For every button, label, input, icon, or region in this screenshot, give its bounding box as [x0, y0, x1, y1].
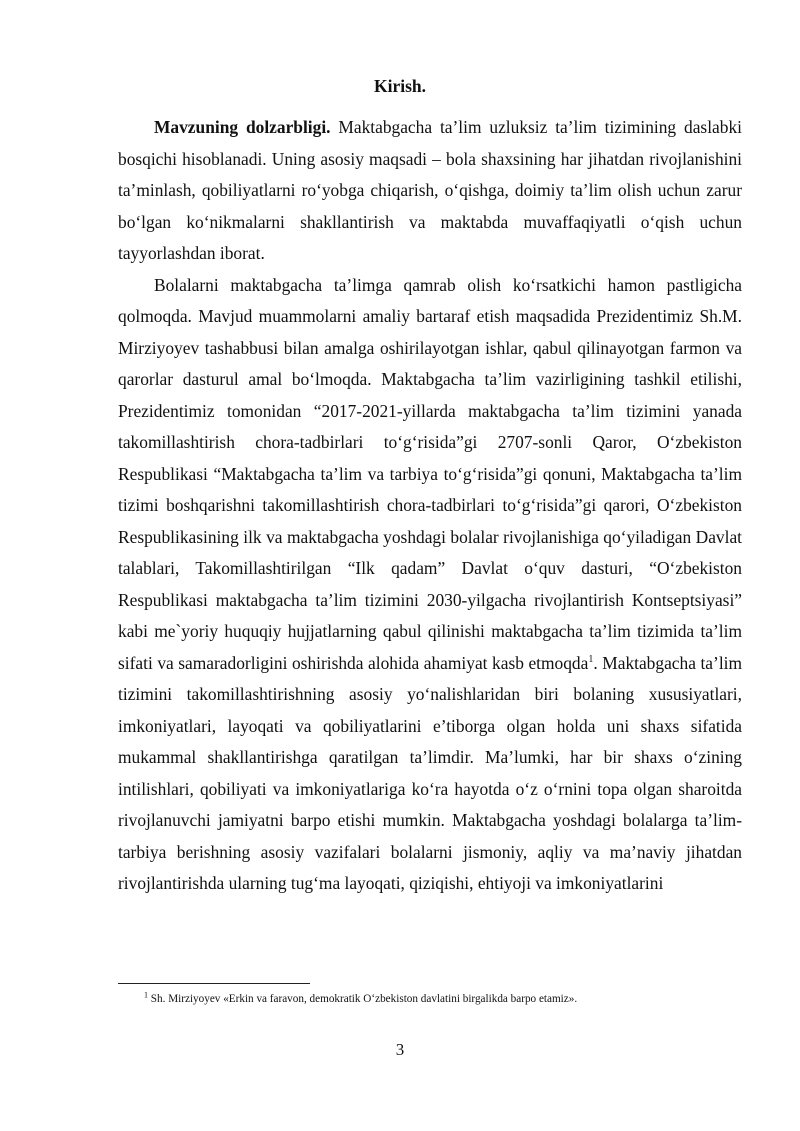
paragraph-text-after-ref: . Maktabgacha ta’lim tizimini takomillashtirishning asosiy yo‘nalishlaridan biri bolaning xususiyatlari, imkoniyatlari, layoqati va qobiliyatlarini e’tiborga olgan holda uni shaxs sifatida mukammal shakllantirishga qaratilgan ta’limdir. Ma’lumki, har bir shaxs o‘zining intilishlari, qobiliyati va imkoniyatlariga ko‘ra hayotda o‘z o‘rnini topa olgan sharoitda rivojlanuvchi jamiyatni barpo etishi mumkin. Maktabgacha yoshdagi bolalarga ta’lim-tarbiya berishning asosiy vazifalari bolalarni jismoniy, aqliy va ma’naviy jihatdan rivojlantirishda ularning tug‘ma layoqati, qiziqishi, ehtiyoji va imkoniyatlarini	[118, 652, 743, 893]
footnote-mark: 1	[144, 990, 148, 1000]
paragraph-lead: Mavzuning dolzarbligi.	[154, 117, 331, 137]
footnote-reference[interactable]: 1	[588, 653, 594, 665]
footnote	[144, 992, 744, 1006]
body-text	[118, 112, 742, 900]
paragraph-relevance	[118, 112, 742, 270]
section-heading: Kirish.	[373, 76, 427, 96]
footnote-separator	[118, 983, 310, 984]
paragraph-text: Maktabgacha ta’lim uzluksiz ta’lim tizimining daslabki bosqichi hisoblanadi. Uning asosiy maqsadi – bola shaxsining har jihatdan rivojlanishini ta’minlash, qobiliyatlarni ro‘yobga chiqarish, o‘qishga, doimiy ta’lim olish uchun zarur bo‘lgan ko‘nikmalarni shakllantirish va maktabda muvaffaqiyatli o‘qish uchun tayyorlashdan iborat.	[118, 117, 742, 263]
paragraph-policy	[118, 270, 742, 900]
footnote-text: Sh. Mirziyoyev «Erkin va faravon, demokratik O‘zbekiston davlatini birgalikda barpo etamiz».	[148, 993, 578, 1005]
page-number: 3	[395, 1040, 405, 1059]
paragraph-text-before-ref: Bolalarni maktabgacha ta’limga qamrab olish ko‘rsatkichi hamon pastligicha qolmoqda. Mavjud muammolarni amaliy bartaraf etish maqsadida Prezidentimiz Sh.M. Mirziyoyev tashabbusi bilan amalga oshirilayotgan ishlar, qabul qilinayotgan farmon va qarorlar dasturul amal bo‘lmoqda. Maktabgacha ta’lim vazirligining tashkil etilishi, Prezidentimiz tomonidan “2017-2021-yillarda maktabgacha ta’lim tizimini yanada takomillashtirish chora-tadbirlari to‘g‘risida”gi 2707-sonli Qaror, O‘zbekiston Respublikasi “Maktabgacha ta’lim va tarbiya to‘g‘risida”gi qonuni, Maktabgacha ta’lim tizimi boshqarishni takomillashtirish chora-tadbirlari to‘g‘risida”gi qarori, O‘zbekiston Respublikasining ilk va maktabgacha yoshdagi bolalar rivojlanishiga qo‘yiladigan Davlat talablari, Takomillashtirilgan “Ilk qadam” Davlat o‘quv dasturi, “O‘zbekiston Respublikasi maktabgacha ta’lim tizimini 2030-yilgacha rivojlantirish Kontseptsiyasi” kabi me`yoriy huquqiy hujjatlarning qabul qilinishi maktabgacha ta’lim tizimida ta’lim sifati va samaradorligini oshirishda alohida ahamiyat kasb etmoqda	[118, 274, 742, 673]
